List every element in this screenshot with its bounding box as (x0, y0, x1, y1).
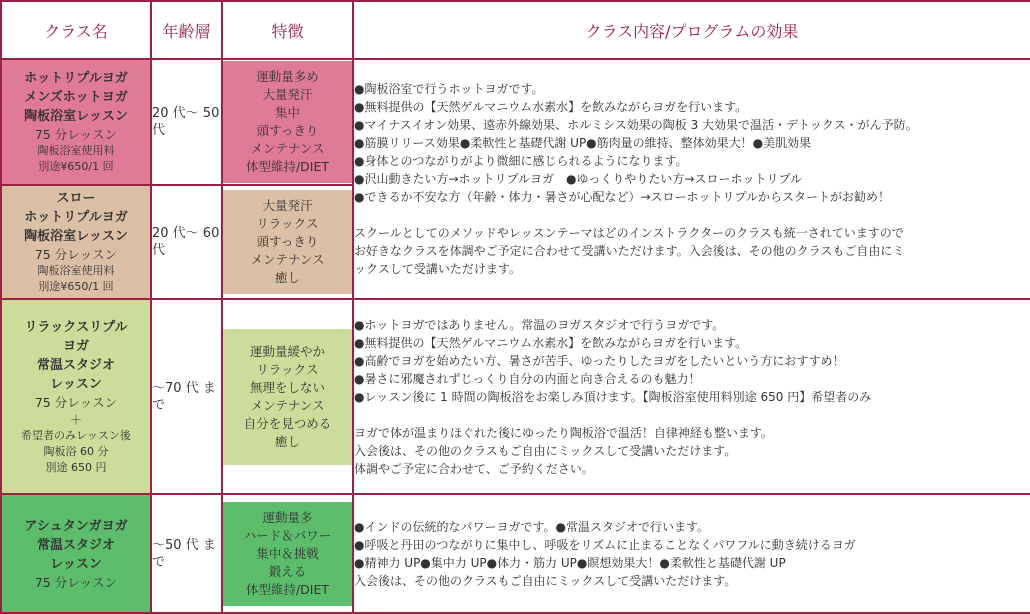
content-line: ●陶板浴室で行うホットヨガです。 (354, 82, 544, 96)
spacer (354, 206, 1030, 224)
content-line: ●インドの伝統的なパワーヨガです。●常温スタジオで行います。 (354, 519, 710, 534)
feature-line: 運動量多め (256, 69, 319, 84)
class-name-line: アシュタンガヨガ (24, 518, 128, 534)
feature-box (223, 502, 352, 606)
content-cell (353, 494, 1030, 613)
class-detail-line: 75 分レッスン (34, 247, 118, 262)
feature-cell (222, 59, 353, 185)
feature-box (223, 61, 352, 183)
feature-line: 大量発汗 (262, 198, 313, 213)
content-line: 入会後は、その他のクラスもご自由にミックスして受講いただけます。 (354, 443, 737, 458)
class-row-ashtanga (1, 494, 1030, 613)
content-line: ●できるか不安な方（年齢・体力・暑さが心配など）→スローホットリプルからスタートがお勧め！ (354, 190, 891, 204)
content-line: ●高齢でヨガを始めたい方、暑さが苦手、ゆったりしたヨガをしたいという方におすすめ！ (354, 353, 845, 368)
header-content: クラス内容/プログラムの効果 (353, 1, 1030, 59)
feature-line: 自分を見つめる (243, 415, 332, 431)
class-detail-line: 75 分レッスン (34, 127, 118, 142)
content-line: スクールとしてのメソッドやレッスンテーマはどのインストラクターのクラスも統一されていますので (354, 226, 904, 240)
content-line: ヨガで体が温まりほぐれた後にゆったり陶板浴で温活！自律神経も整います。 (354, 425, 773, 440)
header-age: 年齢層 (151, 1, 222, 59)
feature-cell (222, 494, 353, 613)
feature-line: 頭すっきり (256, 234, 319, 249)
content-line: ●呼吸と丹田のつながりに集中し、呼吸をリズムに止まることなくパワフルに動き続けるヨガ (354, 537, 856, 552)
content-cell (353, 299, 1030, 494)
feature-line: 鍛える (268, 563, 307, 579)
class-detail-line: 陶板浴 60 分 (43, 444, 109, 458)
feature-line: メンテナンス (250, 252, 325, 267)
class-name-cell (1, 185, 151, 299)
feature-line: リラックス (256, 216, 319, 231)
header-feature: 特徴 (222, 1, 353, 59)
age-cell: 20 代〜 50 代 (151, 59, 222, 185)
age-cell: 〜50 代 まで (151, 494, 222, 613)
class-name-line: 常温スタジオ (36, 357, 115, 373)
class-name-line: ホットリプルヨガ (24, 210, 128, 225)
header-row (1, 1, 1030, 59)
class-name-cell (1, 494, 151, 613)
class-name-line: レッスン (50, 376, 102, 392)
content-line: お好きなクラスを体調やご予定に合わせて受講いただけます。入会後は、その他のクラスもご自由にミ (354, 244, 905, 258)
feature-line: メンテナンス (250, 397, 325, 413)
content-line: ●無料提供の【天然ゲルマニウム水素水】を飲みながらヨガを行います。 (354, 335, 748, 350)
feature-line: 集中＆挑戦 (256, 545, 319, 561)
feature-line: 集中 (274, 105, 300, 120)
content-line: ●精神力 UP●集中力 UP●体力・筋力 UP●瞑想効果大！●柔軟性と基礎代謝 UP (354, 555, 786, 570)
feature-line: 運動量多 (262, 509, 313, 525)
class-name-cell (1, 59, 151, 185)
class-name-line: メンズホットヨガ (24, 90, 128, 105)
class-name-line: 陶板浴室レッスン (24, 109, 128, 124)
content-cell (353, 59, 1030, 299)
age-cell: 20 代〜 60 代 (151, 185, 222, 299)
content-line: ックスして受講いただけます。 (354, 262, 521, 276)
feature-box (223, 190, 352, 294)
feature-cell (222, 299, 353, 494)
content-line: ●レッスン後に 1 時間の陶板浴をお楽しみ頂けます。【陶板浴室使用料別途 650 円】希望者のみ (354, 389, 872, 404)
class-detail-line: 別途 650 円 (45, 460, 107, 474)
content-line: ●暑さに邪魔されずじっくり自分の内面と向き合えるのも魅力！ (354, 371, 701, 386)
content-line: 体調やご予定に合わせて、ご予約ください。 (354, 461, 594, 476)
content-line: ●沢山動きたい方→ホットリプルヨガ ●ゆっくりやりたい方→スローホットリプル (354, 172, 802, 186)
feature-line: 無理をしない (249, 379, 325, 395)
content-line: ●筋膜リリース効果●柔軟性と基礎代謝 UP●筋肉量の維持、整体効果大！●美肌効果 (354, 136, 812, 150)
class-detail-line: 75 分レッスン (34, 394, 118, 410)
class-name-line: リラックスリプル (24, 319, 128, 335)
feature-line: リラックス (256, 361, 319, 377)
age-cell: 〜70 代 まで (151, 299, 222, 494)
content-line: ●無料提供の【天然ゲルマニウム水素水】を飲みながらヨガを行います。 (354, 100, 748, 114)
class-detail-line: 陶板浴室使用料 (37, 144, 115, 157)
class-name-line: 陶板浴室レッスン (24, 229, 128, 244)
header-class-name: クラス名 (1, 1, 151, 59)
feature-line: ハード＆パワー (243, 527, 332, 543)
class-name-line: ヨガ (62, 338, 89, 354)
class-name-line: レッスン (50, 556, 102, 572)
class-detail-line: 希望者のみレッスン後 (21, 428, 131, 442)
feature-line: 体型維持/DIET (245, 159, 330, 174)
class-name-line: ホットリプルヨガ (24, 71, 128, 86)
feature-cell (222, 185, 353, 299)
feature-line: 運動量緩やか (249, 343, 325, 359)
class-detail-line: 別途¥650/1 回 (38, 280, 114, 293)
content-line: 入会後は、その他のクラスもご自由にミックスして受講いただけます。 (354, 573, 737, 588)
content-line: ●マイナスイオン効果、遠赤外線効果、ホルミシス効果の陶板 3 大効果で温活・デトックス・がん予防。 (354, 118, 918, 132)
class-detail-line: 別途¥650/1 回 (38, 160, 114, 173)
content-line: ●身体とのつながりがより微細に感じられるようになります。 (354, 154, 688, 168)
class-name-line: スロー (56, 191, 96, 206)
content-line: ●ホットヨガではありません。常温のヨガスタジオで行うヨガです。 (354, 317, 725, 332)
class-row-relax-ripple (1, 299, 1030, 494)
feature-line: 癒し (274, 270, 300, 285)
class-name-cell (1, 299, 151, 494)
spacer (354, 406, 1030, 424)
feature-box (223, 329, 352, 465)
class-name-line: 常温スタジオ (36, 537, 115, 553)
feature-line: 癒し (274, 433, 300, 449)
class-row-hot-ripple (1, 59, 1030, 185)
feature-line: 体型維持/DIET (245, 581, 330, 597)
feature-line: 頭すっきり (256, 123, 319, 138)
feature-line: 大量発汗 (262, 87, 313, 102)
class-detail-line: 陶板浴室使用料 (37, 264, 115, 277)
class-detail-line: ＋ (69, 411, 83, 427)
feature-line: メンテナンス (250, 141, 325, 156)
class-detail-line: 75 分レッスン (34, 574, 118, 590)
